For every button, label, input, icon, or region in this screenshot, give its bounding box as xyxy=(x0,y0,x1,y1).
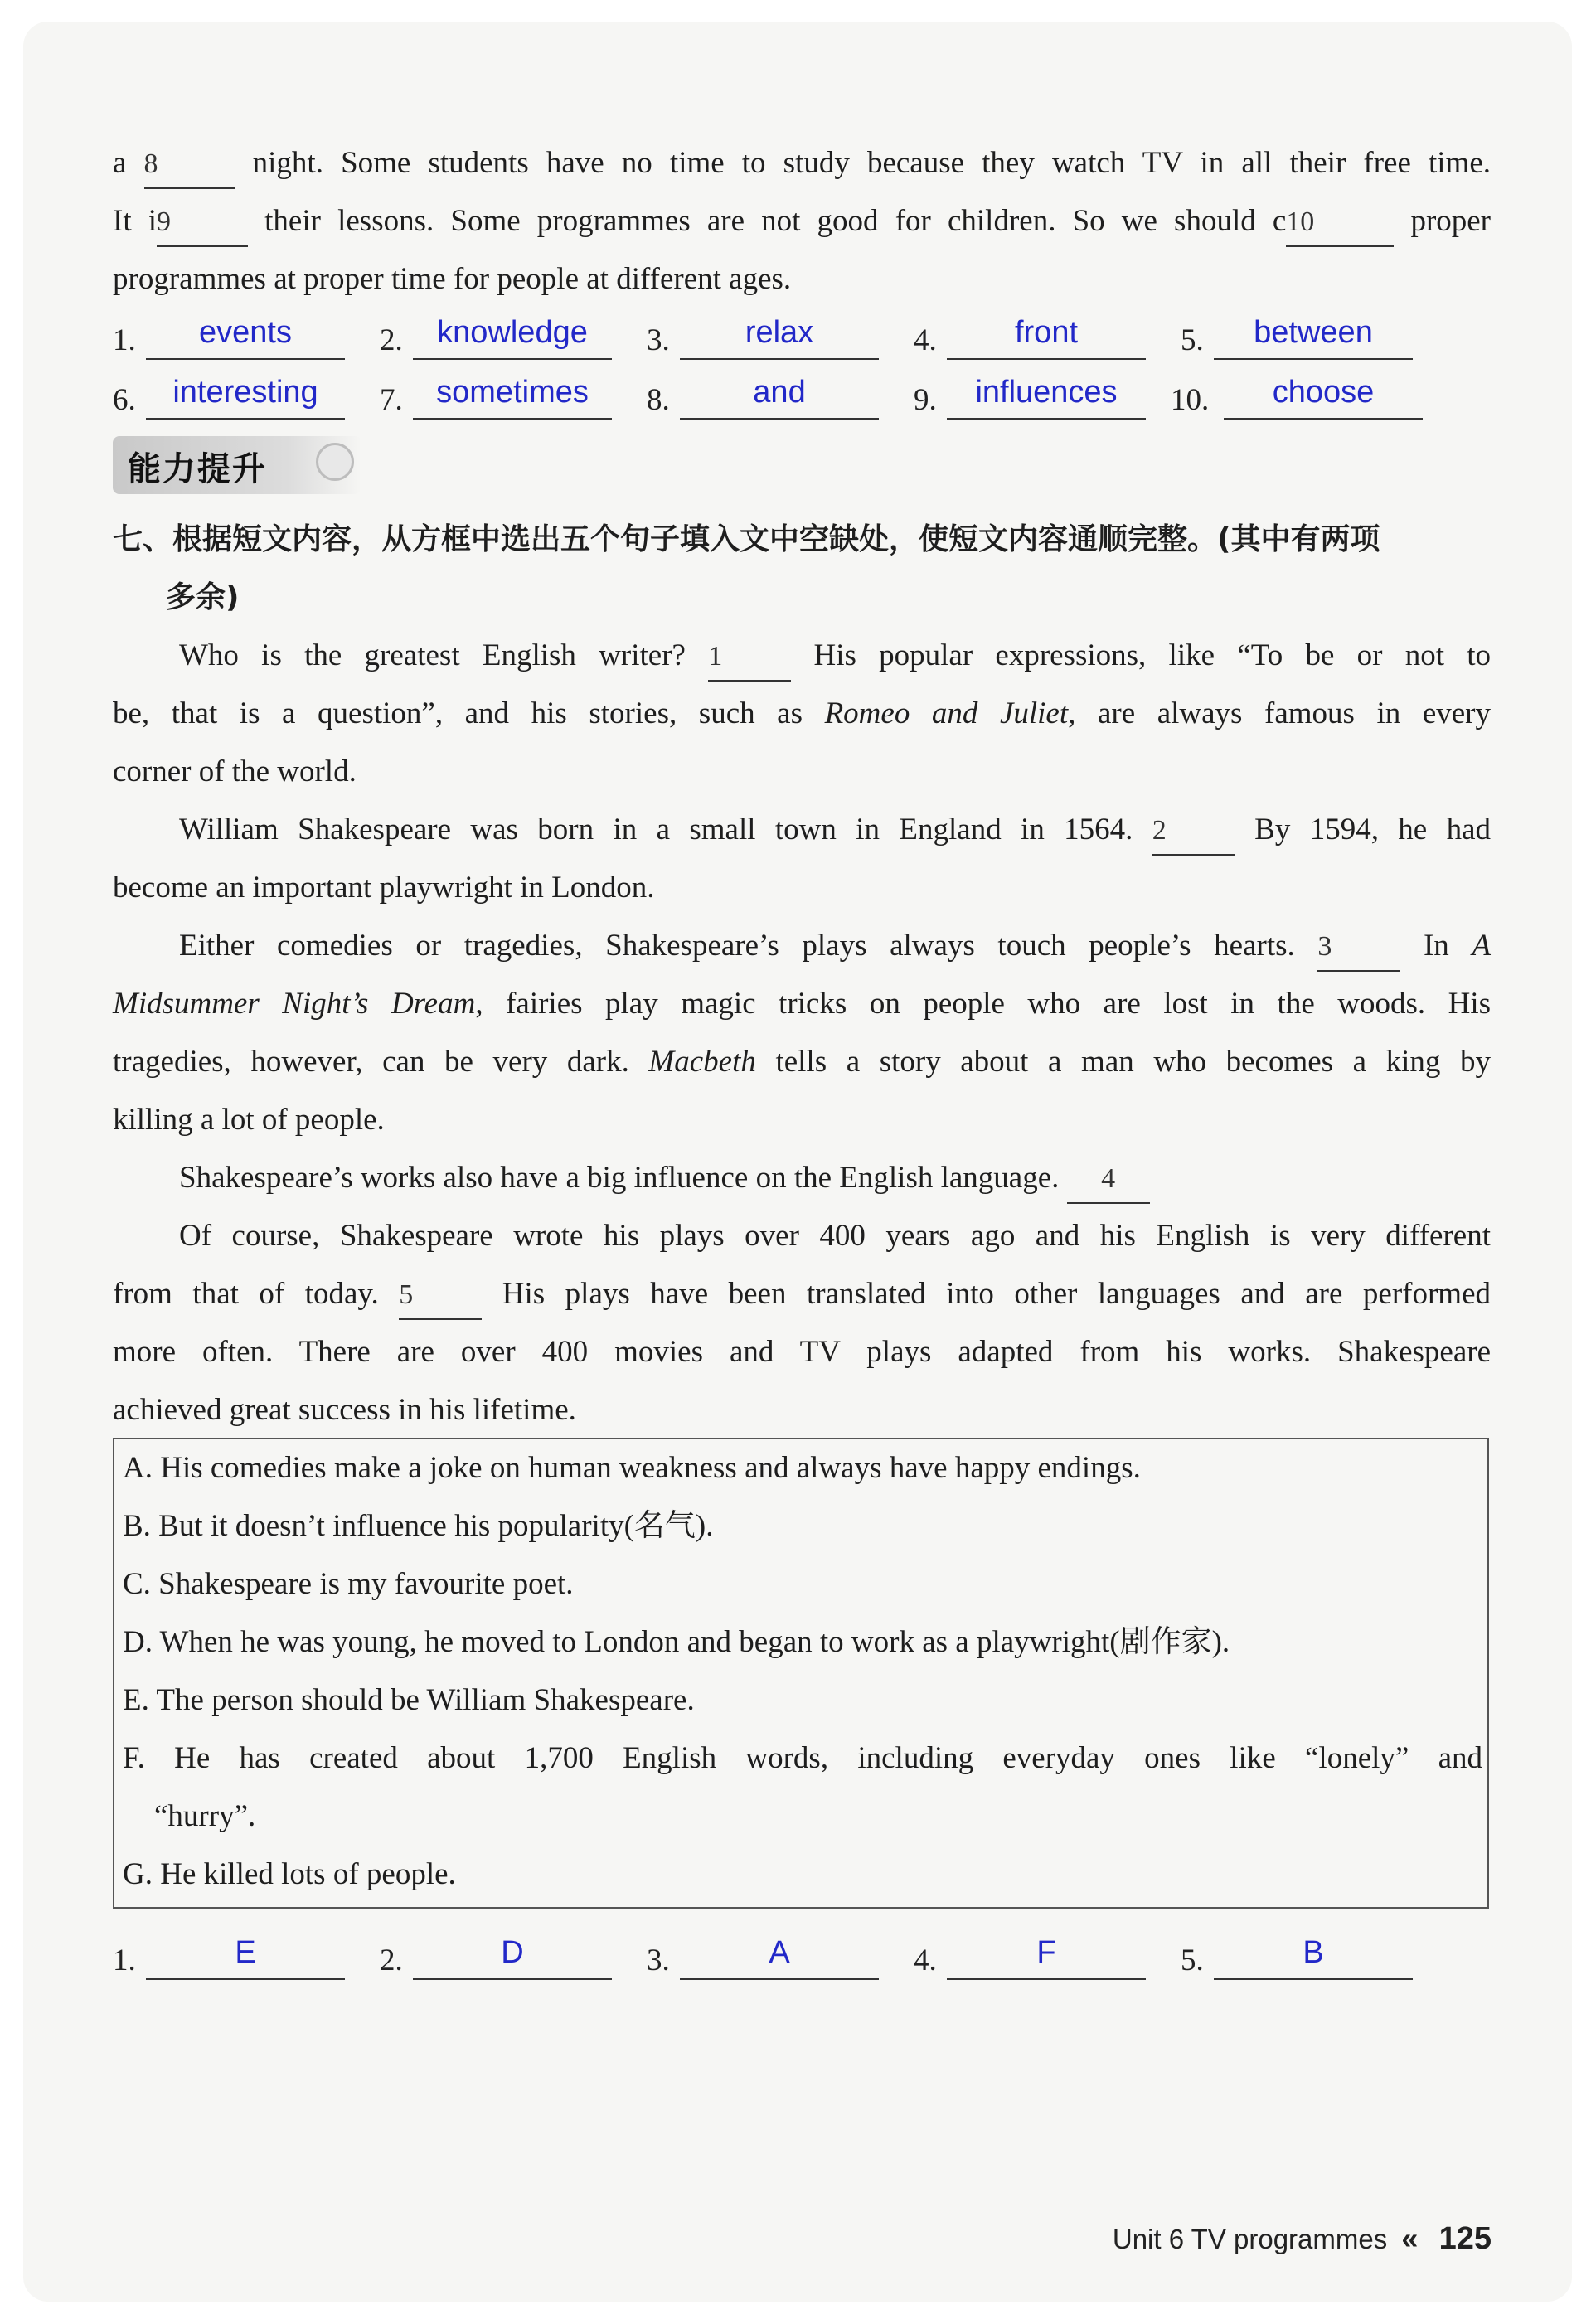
passage-line: from that of today. 5 His plays have been translated into other languages and are performed xyxy=(113,1265,1491,1323)
answer-cell: 6. interesting xyxy=(113,363,386,421)
answer-cell: 3. relax xyxy=(647,303,920,361)
blank-1: 1 xyxy=(708,633,791,682)
chevron-left-icon: « xyxy=(1401,2221,1419,2255)
answer-cell: 9. influences xyxy=(914,363,1187,421)
answer-field[interactable]: A xyxy=(680,1932,879,1980)
passage-top-line-1: a 8 night. Some students have no time to study because they watch TV in all their free time. xyxy=(113,134,1491,192)
answer-row-top-2 xyxy=(113,363,1491,421)
answer-row-top-1 xyxy=(113,303,1491,361)
answer-row-bottom xyxy=(113,1924,1491,1982)
answer-field[interactable]: F xyxy=(947,1932,1146,1980)
page-footer xyxy=(1113,2218,1492,2259)
answer-cell: 8. and xyxy=(647,363,920,421)
answer-cell: 2. D xyxy=(380,1924,653,1982)
answer-field[interactable]: sometimes xyxy=(413,371,612,420)
lightbulb-icon xyxy=(316,443,354,481)
footer-title: TV programmes xyxy=(1191,2224,1388,2254)
footer-unit: Unit 6 xyxy=(1112,2224,1185,2254)
answer-field[interactable]: choose xyxy=(1224,371,1423,420)
answer-field[interactable]: relax xyxy=(680,312,879,360)
option-b: B. But it doesn’t influence his popularity(名气). xyxy=(123,1509,714,1543)
section-title: 能力提升 xyxy=(128,450,267,488)
option-f: F. He has created about 1,700 English words, including everyday ones like “lonely” and xyxy=(123,1741,1482,1775)
question-instruction: 七、根据短文内容，从方框中选出五个句子填入文中空缺处，使短文内容通顺完整。(其中有两项 xyxy=(113,522,1380,556)
answer-cell: 10. choose xyxy=(1181,363,1454,421)
option-d: D. When he was young, he moved to London and began to work as a playwright(剧作家). xyxy=(123,1625,1230,1659)
answer-field[interactable]: events xyxy=(146,312,345,360)
answer-field[interactable]: between xyxy=(1214,312,1413,360)
answer-cell: 3. A xyxy=(647,1924,920,1982)
option-g: G. He killed lots of people. xyxy=(123,1857,456,1891)
passage-line: Who is the greatest English writer? 1 His popular expressions, like “To be or not to xyxy=(179,627,1491,685)
blank-3: 3 xyxy=(1317,924,1400,972)
section-header xyxy=(113,436,361,494)
passage-line: Midsummer Night’s Dream, fairies play magic tricks on people who are lost in the woods. His xyxy=(113,987,1491,1021)
answer-field[interactable]: D xyxy=(413,1932,612,1980)
passage-line: William Shakespeare was born in a small town in England in 1564. 2 By 1594, he had xyxy=(179,801,1491,859)
page-number: 125 xyxy=(1438,2221,1492,2256)
option-c: C. Shakespeare is my favourite poet. xyxy=(123,1567,574,1601)
passage-line: Shakespeare’s works also have a big influence on the English language. 4 xyxy=(179,1149,1491,1207)
answer-cell: 4. F xyxy=(914,1924,1187,1982)
answer-field[interactable]: and xyxy=(680,371,879,420)
passage-line: tragedies, however, can be very dark. Macbeth tells a story about a man who becomes a king by xyxy=(113,1045,1491,1079)
answer-field[interactable]: E xyxy=(146,1932,345,1980)
blank-4: 4 xyxy=(1067,1156,1150,1204)
page-sheet xyxy=(23,22,1572,2302)
answer-cell: 1. E xyxy=(113,1924,386,1982)
passage-line: killing a lot of people. xyxy=(113,1103,385,1137)
question-instruction-cont: 多余) xyxy=(166,580,240,614)
passage-top-line-2: It i9 their lessons. Some programmes are not good for children. So we should c10 proper xyxy=(113,192,1491,250)
passage-line: become an important playwright in London. xyxy=(113,871,655,905)
blank-2: 2 xyxy=(1152,808,1235,856)
blank-5: 5 xyxy=(399,1272,482,1320)
passage-line: more often. There are over 400 movies and TV plays adapted from his works. Shakespeare xyxy=(113,1335,1491,1369)
passage-line: achieved great success in his lifetime. xyxy=(113,1393,576,1427)
passage-line: Either comedies or tragedies, Shakespeare’s plays always touch people’s hearts. 3 In A xyxy=(179,917,1491,975)
answer-cell: 2. knowledge xyxy=(380,303,653,361)
passage-line: be, that is a question”, and his stories, such as Romeo and Juliet, are always famous in every xyxy=(113,696,1491,730)
option-a: A. His comedies make a joke on human weakness and always have happy endings. xyxy=(123,1451,1141,1485)
blank-9: 9 xyxy=(157,199,248,247)
options-box xyxy=(113,1438,1489,1909)
passage-top-line-3: programmes at proper time for people at different ages. xyxy=(113,262,792,296)
answer-cell: 5. B xyxy=(1181,1924,1454,1982)
passage-line: corner of the world. xyxy=(113,754,357,788)
passage-line: Of course, Shakespeare wrote his plays over 400 years ago and his English is very different xyxy=(179,1219,1491,1253)
answer-field[interactable]: front xyxy=(947,312,1146,360)
answer-cell: 4. front xyxy=(914,303,1187,361)
answer-field[interactable]: B xyxy=(1214,1932,1413,1980)
answer-cell: 1. events xyxy=(113,303,386,361)
answer-field[interactable]: interesting xyxy=(146,371,345,420)
answer-cell: 7. sometimes xyxy=(380,363,653,421)
answer-field[interactable]: knowledge xyxy=(413,312,612,360)
option-e: E. The person should be William Shakespeare. xyxy=(123,1683,695,1717)
answer-field[interactable]: influences xyxy=(947,371,1146,420)
blank-8: 8 xyxy=(144,141,235,189)
answer-cell: 5. between xyxy=(1181,303,1454,361)
blank-10: 10 xyxy=(1286,199,1394,247)
option-f-cont: “hurry”. xyxy=(154,1799,256,1833)
